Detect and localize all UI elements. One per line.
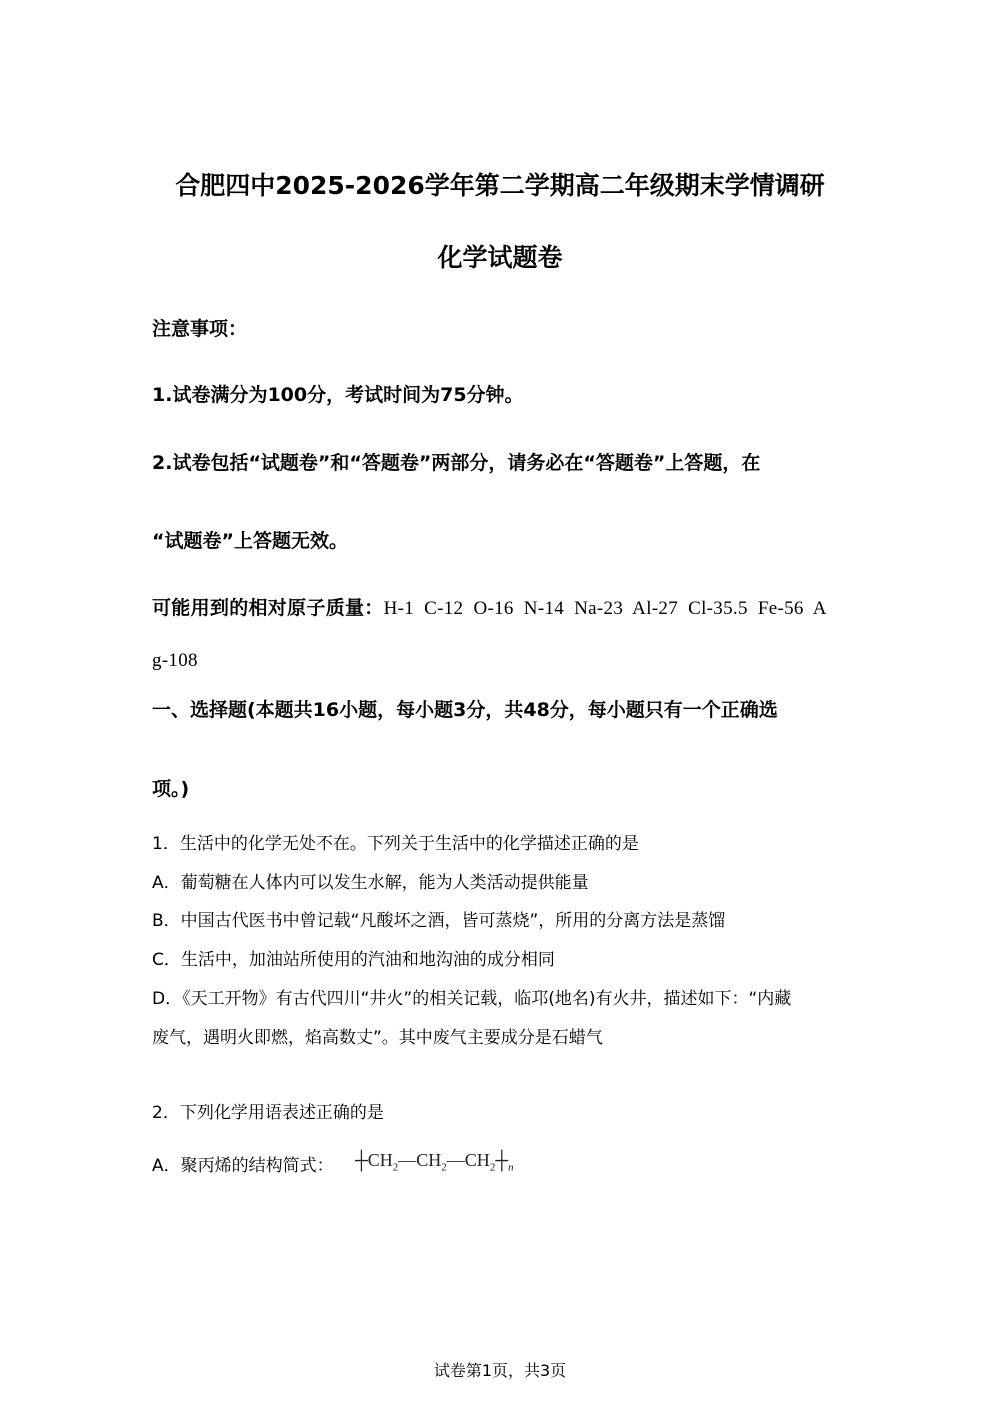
formula-bond-2: — [446, 1150, 465, 1170]
question-1-stem: 1．生活中的化学无处不在。下列关于生活中的化学描述正确的是 [152, 834, 639, 854]
atomic-masses-label: 可能用到的相对原子质量： [152, 597, 384, 619]
section1-heading-line2: 项。) [152, 778, 190, 800]
atomic-masses-values: H-1 C-12 O-16 N-14 Na-23 Al-27 Cl-35.5 Fe-56 A [383, 598, 827, 619]
atomic-masses-line1 [152, 597, 827, 621]
formula-group-3: CH [464, 1150, 490, 1170]
question-1-option-b: B．中国古代医书中曾记载“凡酸坏之酒，皆可蒸烧”，所用的分离方法是蒸馏 [152, 911, 726, 931]
question-1-option-c: C．生活中，加油站所使用的汽油和地沟油的成分相同 [152, 950, 555, 970]
polymer-n-subscript: n [508, 1161, 514, 1174]
formula-sub-3: 2 [489, 1161, 496, 1174]
question-2-stem: 2．下列化学用语表述正确的是 [152, 1103, 384, 1123]
formula-sub-2: 2 [441, 1161, 447, 1174]
question-1-option-a: A．葡萄糖在人体内可以发生水解，能为人类活动提供能量 [152, 873, 589, 893]
notice-item-2-line1: 2.试卷包括“试题卷”和“答题卷”两部分，请务必在“答题卷”上答题，在 [152, 452, 761, 474]
question-1-option-d-line1: D．《天工开物》有古代四川“井火”的相关记载，临邛(地名)有火井，描述如下：“内藏 [152, 989, 792, 1009]
atomic-masses-line2: g-108 [152, 650, 198, 671]
question-1-option-d-line2: 废气，遇明火即燃，焰高数丈”。其中废气主要成分是石蜡气 [152, 1028, 603, 1048]
notice-item-2-line2: “试题卷”上答题无效。 [152, 530, 348, 552]
page-footer: 试卷第1页，共3页 [433, 1361, 567, 1380]
formula-group-2: CH [416, 1150, 442, 1170]
polymer-bracket-close: ┼ [495, 1150, 509, 1170]
formula-group-1: CH [367, 1150, 393, 1170]
question-2-option-a: A．聚丙烯的结构简式： [152, 1156, 334, 1176]
exam-title-line2: 化学试题卷 [437, 243, 563, 272]
notice-heading: 注意事项： [152, 318, 248, 340]
formula-bond-1: — [398, 1150, 417, 1170]
exam-title-line1: 合肥四中2025-2026学年第二学期高二年级期末学情调研 [175, 171, 825, 200]
notice-item-1: 1.试卷满分为100分，考试时间为75分钟。 [152, 384, 524, 406]
polymer-bracket-open: ┼ [355, 1150, 368, 1170]
formula-sub-1: 2 [392, 1161, 399, 1174]
polypropylene-structure-formula [355, 1150, 514, 1174]
section1-heading-line1: 一、选择题(本题共16小题，每小题3分，共48分，每小题只有一个正确选 [152, 699, 778, 721]
